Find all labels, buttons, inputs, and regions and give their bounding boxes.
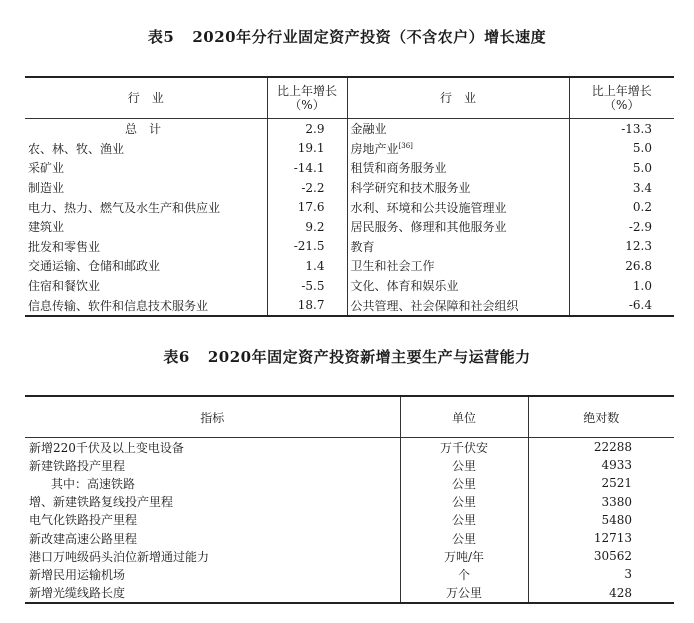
table6-cell-unit: 万公里 <box>400 584 528 603</box>
table5-row <box>25 217 674 237</box>
table5-cell-left-industry <box>25 256 267 276</box>
table5-row <box>25 197 674 217</box>
table6-cell-absolute-value: 30562 <box>593 549 632 564</box>
table5-header-industry-right: 行 业 <box>347 77 569 119</box>
table5-cell-left-industry <box>25 237 267 257</box>
table5-header-growth-left <box>267 77 347 119</box>
table5-cell-right-industry <box>347 276 569 296</box>
table6-cell-indicator: 新增民用运输机场 <box>25 565 400 583</box>
table5-left-industry-text: 建筑业 <box>28 220 65 235</box>
table6-cell-absolute-value: 5480 <box>601 512 632 527</box>
table6-row <box>25 438 674 457</box>
table6-title <box>0 346 694 367</box>
table5-cell-left-growth-value <box>267 119 347 139</box>
table6-header-unit: 单位 <box>400 396 528 438</box>
table5-row <box>25 256 674 276</box>
table5-cell-right-growth-value <box>569 256 674 276</box>
table5-left-growth-value-text: -2.2 <box>301 180 325 195</box>
table5-cell-left-industry <box>25 197 267 217</box>
table5-cell-right-growth-value <box>569 217 674 237</box>
table5-right-growth-value-text: 26.8 <box>625 258 652 273</box>
table5-cell-left-growth-value <box>267 295 347 316</box>
table5-cell-right-growth-value <box>569 197 674 217</box>
table5-left-industry-text: 制造业 <box>28 181 65 196</box>
table6-cell-indicator: 新增光缆线路长度 <box>25 584 400 603</box>
table5-cell-right-industry <box>347 197 569 217</box>
table5-cell-right-industry <box>347 158 569 178</box>
table6-cell-absolute-value: 3 <box>624 567 632 582</box>
table6-number: 表6 <box>163 348 190 366</box>
table6-cell-indicator: 新改建高速公路里程 <box>25 529 400 547</box>
table5-left-industry-text: 电力、热力、燃气及水生产和供应业 <box>28 200 221 215</box>
table6-row <box>25 565 674 583</box>
table5-row <box>25 139 674 159</box>
table5-cell-right-growth-value <box>569 158 674 178</box>
table6-cell-absolute-value: 22288 <box>593 440 632 455</box>
table5-left-growth-value-text: 17.6 <box>297 200 325 215</box>
table5-cell-right-industry <box>347 295 569 316</box>
table6-cell-absolute-value: 428 <box>609 585 632 600</box>
table5-cell-right-growth-value <box>569 119 674 139</box>
table6-cell-indicator: 港口万吨级码头泊位新增通过能力 <box>25 547 400 565</box>
table6-row <box>25 493 674 511</box>
table5-right-industry-text: 科学研究和技术服务业 <box>350 181 471 196</box>
table5-cell-right-industry <box>347 217 569 237</box>
table5-row <box>25 276 674 296</box>
table5-left-industry-text: 农、林、牧、渔业 <box>28 141 125 156</box>
table5-right-growth-value-text: 12.3 <box>625 239 652 254</box>
table5-cell-left-industry <box>25 178 267 198</box>
table6-header-row <box>25 396 674 438</box>
table5-cell-left-growth-value <box>267 139 347 159</box>
table6-cell-unit: 万吨/年 <box>400 547 528 565</box>
table5-left-industry-text: 住宿和餐饮业 <box>28 279 101 294</box>
table5-right-industry-text: 租赁和商务服务业 <box>350 161 447 176</box>
table6-cell-unit: 公里 <box>400 529 528 547</box>
table5-left-growth-value-text: 1.4 <box>305 258 325 273</box>
table5-right-industry-text: 金融业 <box>350 122 387 137</box>
table5-row <box>25 295 674 316</box>
table5-row <box>25 237 674 257</box>
table5-cell-right-industry <box>347 178 569 198</box>
table5-row <box>25 158 674 178</box>
table5-left-growth-value-text: -5.5 <box>301 278 325 293</box>
table5-left-growth-value-text: 18.7 <box>297 298 325 313</box>
table5-cell-right-industry <box>347 256 569 276</box>
table5-header-growth-line2: （%） <box>604 98 640 112</box>
table6-cell-unit: 公里 <box>400 511 528 529</box>
table5-cell-left-industry <box>25 119 267 139</box>
table6-cell-unit: 公里 <box>400 493 528 511</box>
table5-cell-right-growth-value <box>569 178 674 198</box>
table5-cell-left-growth-value <box>267 217 347 237</box>
table6-cell-indicator: 新增220千伏及以上变电设备 <box>25 438 400 457</box>
table5-cell-right-growth-value <box>569 237 674 257</box>
footnote-marker: [36] <box>398 141 413 150</box>
table5-right-growth-value-text: 0.2 <box>632 200 652 215</box>
table6-row <box>25 547 674 565</box>
table5-cell-left-growth-value <box>267 256 347 276</box>
table5-number: 表5 <box>147 28 175 46</box>
table5-cell-right-industry <box>347 139 569 159</box>
table5-right-growth-value-text: -2.9 <box>628 219 652 234</box>
table5-row <box>25 178 674 198</box>
table5-cell-left-growth-value <box>267 197 347 217</box>
table5-right-industry-text: 水利、环境和公共设施管理业 <box>350 200 507 215</box>
table5-cell-right-industry <box>347 119 569 139</box>
table5-left-industry-text: 交通运输、仓储和邮政业 <box>28 259 161 274</box>
table5-cell-right-growth-value <box>569 295 674 316</box>
table5-right-growth-value-text: -6.4 <box>628 298 652 313</box>
table6-cell-absolute-value: 3380 <box>601 494 632 509</box>
table5-left-growth-value-text: -14.1 <box>293 160 325 175</box>
table6-row <box>25 584 674 603</box>
table6-row <box>25 529 674 547</box>
table5-title-text: 2020年分行业固定资产投资（不含农户）增长速度 <box>192 28 547 46</box>
table6-cell-indicator: 增、新建铁路复线投产里程 <box>25 493 400 511</box>
table5-right-growth-value-text: 5.0 <box>632 160 652 175</box>
table5-cell-left-growth-value <box>267 237 347 257</box>
table6-row <box>25 474 674 492</box>
table5-right-industry-text: 房地产业 <box>350 141 399 156</box>
table6-cell-unit: 公里 <box>400 456 528 474</box>
table6-cell-absolute-value: 12713 <box>593 531 632 546</box>
table6-new-capacity <box>25 395 674 604</box>
table6-cell-indicator: 新建铁路投产里程 <box>25 456 400 474</box>
table5-cell-left-growth-value <box>267 276 347 296</box>
table5-header-growth-line1: 比上年增长 <box>591 84 652 98</box>
table5-cell-left-industry <box>25 217 267 237</box>
table5-cell-right-growth-value <box>569 139 674 159</box>
table5-cell-left-industry <box>25 276 267 296</box>
table5-right-industry-text: 居民服务、修理和其他服务业 <box>350 220 507 235</box>
table6-header-indicator: 指标 <box>25 396 400 438</box>
table5-right-industry-text: 公共管理、社会保障和社会组织 <box>350 298 519 313</box>
table5-header-row <box>25 77 674 119</box>
table6-cell-indicator: 其中：高速铁路 <box>25 474 400 492</box>
table5-row <box>25 119 674 139</box>
table6-cell-unit: 个 <box>400 565 528 583</box>
table5-header-growth-right <box>569 77 674 119</box>
table5-right-growth-value-text: 3.4 <box>632 180 652 195</box>
table5-left-growth-value-text: -21.5 <box>293 239 325 254</box>
table6-row <box>25 511 674 529</box>
table5-cell-right-growth-value <box>569 276 674 296</box>
table5-right-industry-text: 文化、体育和娱乐业 <box>350 279 459 294</box>
table5-header-growth-line1: 比上年增长 <box>276 84 337 98</box>
table6-title-text: 2020年固定资产投资新增主要生产与运营能力 <box>207 348 531 366</box>
table6-cell-indicator: 电气化铁路投产里程 <box>25 511 400 529</box>
table5-left-growth-value-text: 9.2 <box>305 219 325 234</box>
table5-header-industry-left: 行 业 <box>25 77 267 119</box>
table5-header-growth-line2: （%） <box>289 98 325 112</box>
table5-right-industry-text: 教育 <box>350 239 375 254</box>
table6-header-absolute: 绝对数 <box>528 396 674 438</box>
table5-left-industry-text: 信息传输、软件和信息技术服务业 <box>28 298 209 313</box>
table5-cell-right-industry <box>347 237 569 257</box>
table5-left-growth-value-text: 19.1 <box>297 141 325 156</box>
table5-left-growth-value-text: 2.9 <box>305 121 325 136</box>
table5-cell-left-industry <box>25 158 267 178</box>
table6-cell-absolute-value: 2521 <box>601 476 632 491</box>
table5-right-growth-value-text: 1.0 <box>632 278 652 293</box>
table6-cell-absolute-value: 4933 <box>601 458 632 473</box>
table5-right-industry-text: 卫生和社会工作 <box>350 259 435 274</box>
table5-right-growth-value-text: 5.0 <box>632 141 652 156</box>
table5-right-growth-value-text: -13.3 <box>621 121 652 136</box>
table5-cell-left-industry <box>25 139 267 159</box>
table5-title <box>0 26 694 47</box>
table5-industry-growth <box>25 76 674 317</box>
table6-cell-unit: 公里 <box>400 474 528 492</box>
table6-cell-unit: 万千伏安 <box>400 438 528 457</box>
table6-row <box>25 456 674 474</box>
table5-left-industry-text: 总 计 <box>125 122 162 137</box>
table5-cell-left-growth-value <box>267 178 347 198</box>
table5-left-industry-text: 批发和零售业 <box>28 239 101 254</box>
table5-cell-left-growth-value <box>267 158 347 178</box>
table5-cell-left-industry <box>25 295 267 316</box>
table5-left-industry-text: 采矿业 <box>28 161 65 176</box>
